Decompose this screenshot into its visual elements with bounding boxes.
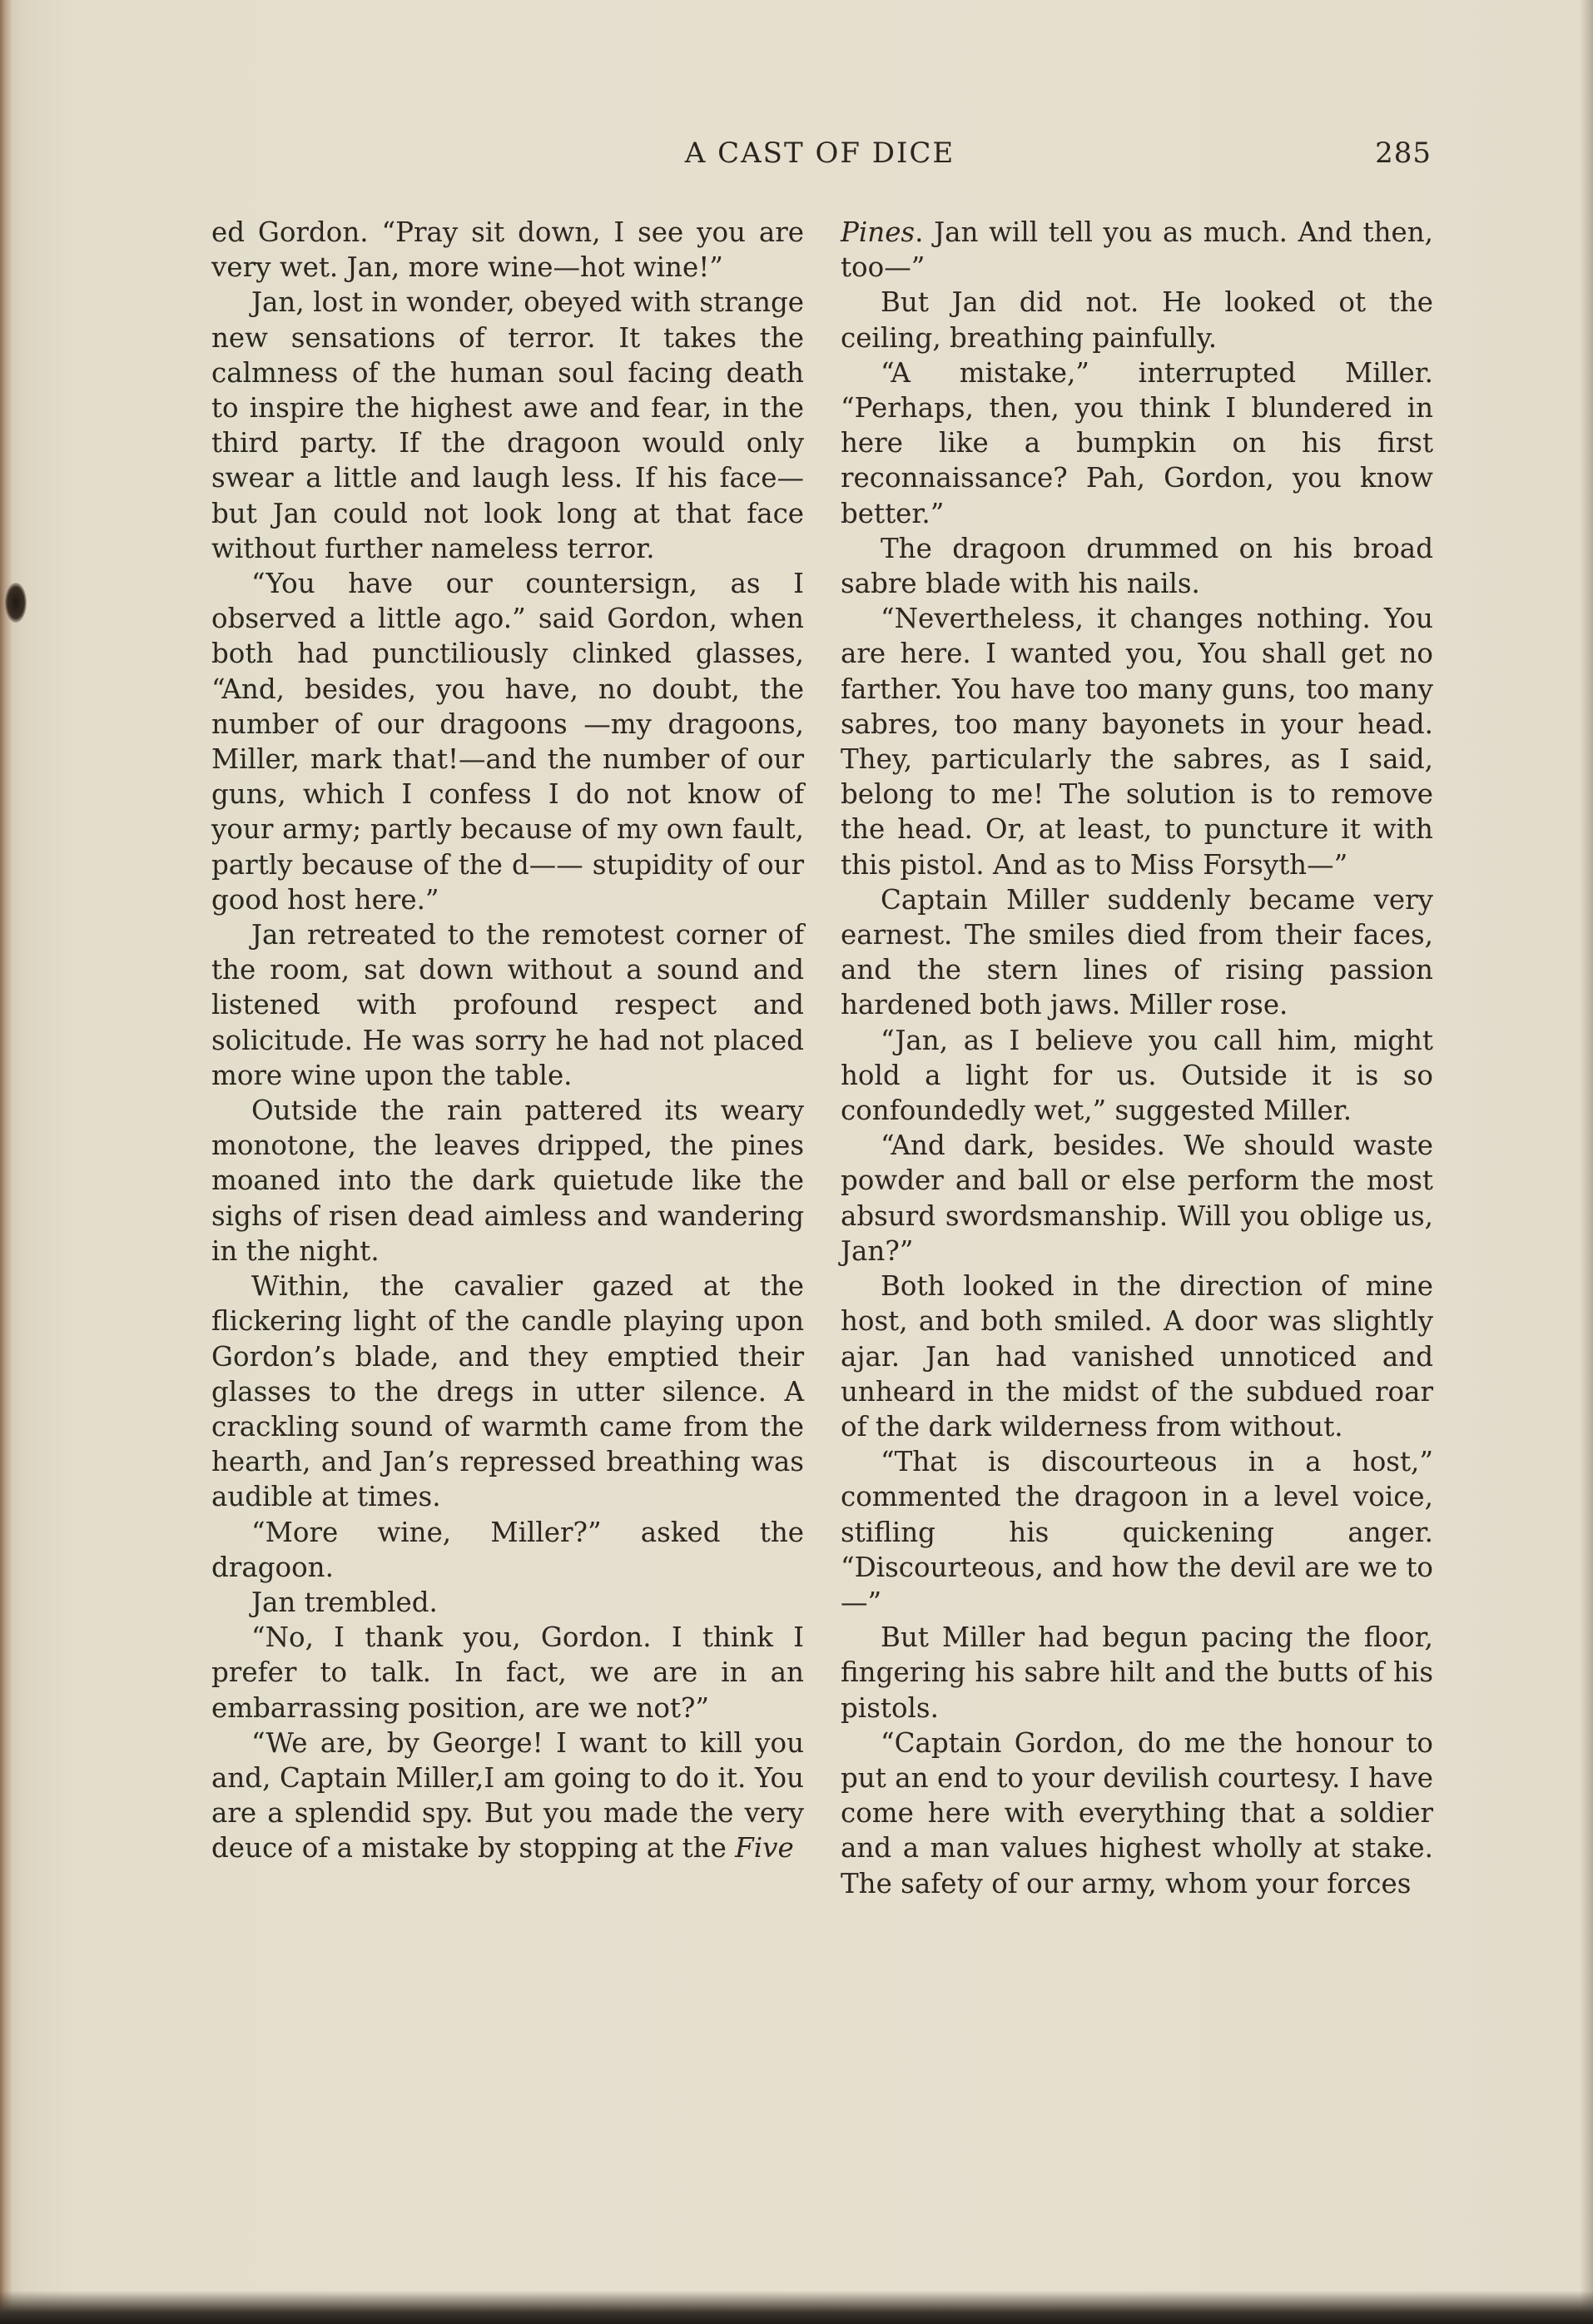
running-title: A CAST OF DICE (684, 137, 955, 170)
paragraph: Jan, lost in wonder, obeyed with strange new sensations of terror. It takes the calmness of the human soul facing death to inspire the highest awe and fear, in the third party. If the dragoon would only swear a little and laugh less. If his face—but Jan could not look long at that face without further nameless terror. (211, 286, 804, 564)
paragraph: The dragoon drummed on his broad sabre blade with his nails. (841, 532, 1433, 600)
left-text-column (211, 215, 804, 1866)
paragraph: But Miller had begun pacing the floor, fingering his sabre hilt and the butts of his pistols. (841, 1621, 1433, 1724)
paragraph: Within, the cavalier gazed at the flickering light of the candle playing upon Gordon’s blade, and they emptied their glasses to the dregs in utter silence. A crackling sound of warmth came from the hearth, and Jan’s repressed breathing was audible at times. (211, 1270, 804, 1513)
paragraph: “You have our countersign, as I observed a little ago.” said Gordon, when both had punctiliously clinked glasses, “And, besides, you have, no doubt, the number of our dragoons —my dragoons, Miller, mark that!—and the number of our guns, which I confess I do not know of your army; partly because of my own fault, partly because of the d—— stupidity of our good host here.” (211, 568, 804, 916)
paragraph: Captain Miller suddenly became very earnest. The smiles died from their faces, and the stern lines of rising passion hardened both jaws. Miller rose. (841, 883, 1433, 1021)
paragraph: “We are, by George! I want to kill you and, Captain Miller,I am going to do it. You are a splendid spy. But you made the very deuce of a mistake by stopping at the Five (211, 1726, 804, 1865)
paragraph: Outside the rain pattered its weary monotone, the leaves dripped, the pines moaned into the dark quietude like the sighs of risen dead aimless and wandering in the night. (211, 1095, 804, 1267)
paragraph: “Captain Gordon, do me the honour to put an end to your devilish courtesy. I have come here with everything that a soldier and a man values highest wholly at stake. The safety of our army, whom your forces (841, 1726, 1433, 1899)
page-edge-shadow (1580, 0, 1593, 2324)
page-number: 285 (1375, 137, 1432, 170)
paragraph: But Jan did not. He looked ot the ceiling, breathing painfully. (841, 286, 1433, 354)
page-binding-edge (0, 0, 12, 2324)
paragraph: ed Gordon. “Pray sit down, I see you are very wet. Jan, more wine—hot wine!” (211, 216, 804, 284)
paragraph: “A mistake,” interrupted Miller. “Perhaps, then, you think I blundered in here like a bumpkin on his first reconnaissance? Pah, Gordon, you know better.” (841, 356, 1433, 529)
paragraph: “More wine, Miller?” asked the dragoon. (211, 1516, 804, 1583)
paragraph: “Jan, as I believe you call him, might hold a light for us. Outside it is so confoundedly wet,” suggested Miller. (841, 1024, 1433, 1127)
binding-hole (5, 583, 27, 623)
paragraph: “Nevertheless, it changes nothing. You are here. I wanted you, You shall get no farther. You have too many guns, too many sabres, too many bayonets in your head. They, particularly the sabres, as I said, belong to me! The solution is to remove the head. Or, at least, to puncture it with this pistol. And as to Miss Forsyth—” (841, 603, 1433, 881)
paragraph: “That is discourteous in a host,” commented the dragoon in a level voice, stifling his quickening anger. “Discourteous, and how the devil are we to—” (841, 1446, 1433, 1618)
paragraph: Pines. Jan will tell you as much. And then, too—” (841, 216, 1433, 284)
paragraph: “And dark, besides. We should waste powder and ball or else perform the most absurd swordsmanship. Will you oblige us, Jan?” (841, 1130, 1433, 1267)
right-text-column (841, 215, 1433, 1901)
running-header (208, 137, 1432, 183)
paragraph: Jan retreated to the remotest corner of the room, sat down without a sound and listened with profound respect and solicitude. He was sorry he had not placed more wine upon the table. (211, 919, 804, 1091)
paragraph: Jan trembled. (251, 1586, 438, 1618)
page-bottom-shadow (0, 2291, 1593, 2324)
paragraph: “No, I thank you, Gordon. I think I prefer to talk. In fact, we are in an embarrassing position, are we not?” (211, 1621, 804, 1724)
paragraph: Both looked in the direction of mine host, and both smiled. A door was slightly ajar. Jan had vanished unnoticed and unheard in the midst of the subdued roar of the dark wilderness from without. (841, 1270, 1433, 1443)
